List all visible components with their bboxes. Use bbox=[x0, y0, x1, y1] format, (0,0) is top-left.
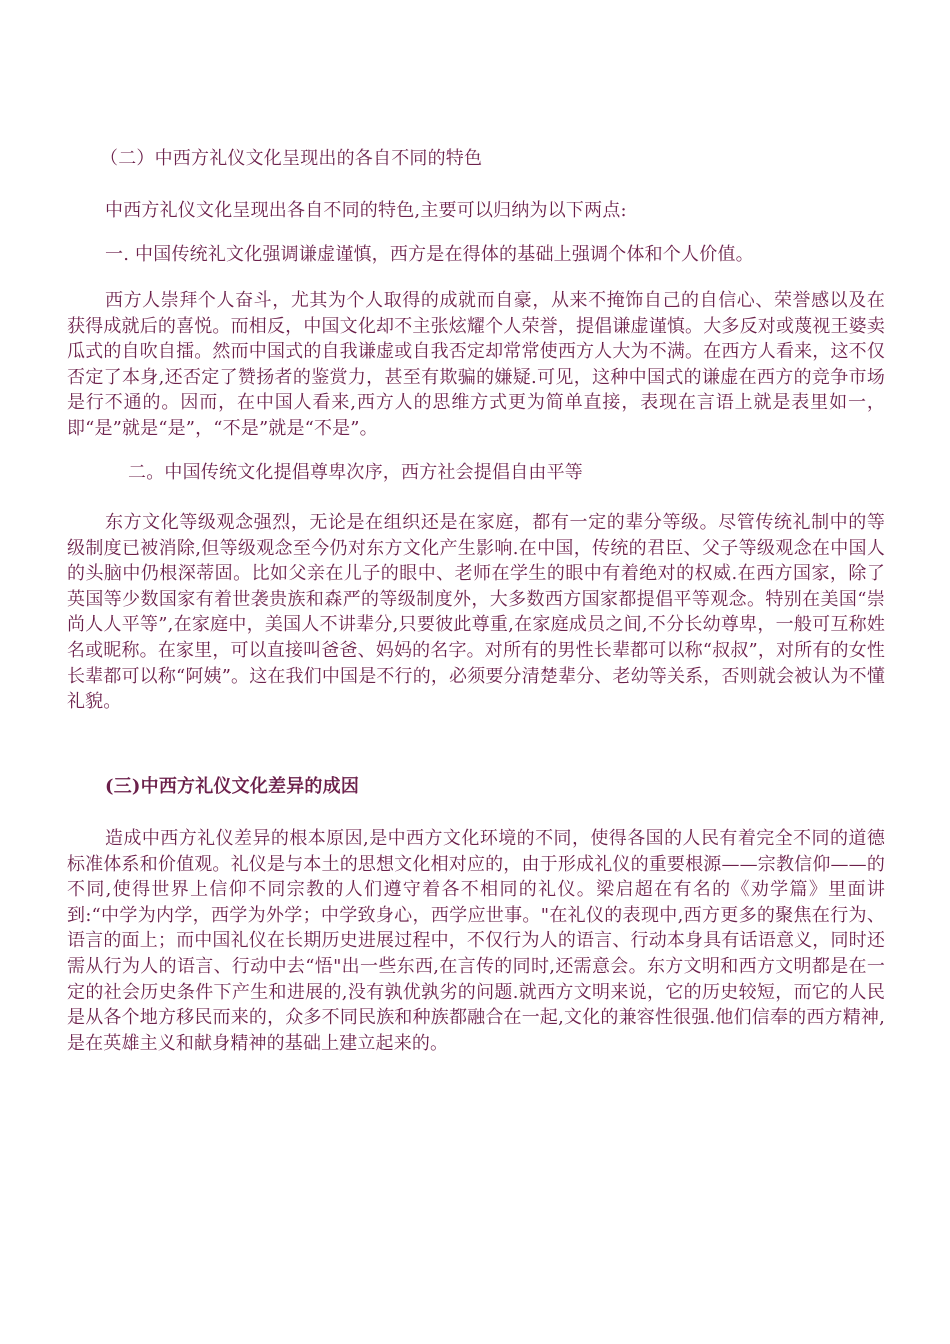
section3-heading: (三)中西方礼仪文化差异的成因 bbox=[105, 776, 360, 797]
section3-paragraph: 造成中西方礼仪差异的根本原因,是中西方文化环境的不同，使得各国的人民有着完全不同的道德标准体系和价值观。礼仪是与本土的思想文化相对应的，由于形成礼仪的重要根源——宗教信仰——的不同,使得世界上信仰不同宗教的人们遵守着各不相同的礼仪。梁启超在有名的《劝学篇》里面讲到:“中学为内学，西学为外学；中学致身心，西学应世事。"在礼仪的表现中,西方更多的聚焦在行为、语言的面上；而中国礼仪在长期历史进展过程中，不仅行为人的语言、行动本身具有话语意义，同时还需从行为人的语言、行动中去“悟"出一些东西,在言传的同时,还需意会。东方文明和西方文明都是在一定的社会历史条件下产生和进展的,没有孰优孰劣的问题.就西方文明来说，它的历史较短，而它的人民是从各个地方移民而来的，众多不同民族和种族都融合在一起,文化的兼容性很强.他们信奉的西方精神,是在英雄主义和献身精神的基础上建立起来的。 bbox=[67, 828, 885, 1054]
point2-title: 二。中国传统文化提倡尊卑次序，西方社会提倡自由平等 bbox=[128, 462, 583, 483]
point1-paragraph: 西方人崇拜个人奋斗，尤其为个人取得的成就而自豪，从来不掩饰自己的自信心、荣誉感以及在获得成就后的喜悦。而相反，中国文化却不主张炫耀个人荣誉，提倡谦虚谨慎。大多反对或蔑视王婆卖瓜式的自吹自擂。然而中国式的自我谦虚或自我否定却常常使西方人大为不满。在西方人看来，这不仅否定了本身,还否定了赞扬者的鉴赏力，甚至有欺骗的嫌疑.可见，这种中国式的谦虚在西方的竞争市场是行不通的。因而，在中国人看来,西方人的思维方式更为简单直接，表现在言语上就是表里如一，即“是”就是“是”，“不是”就是“不是”。 bbox=[67, 290, 885, 439]
section2-heading: （二）中西方礼仪文化呈现出的各自不同的特色 bbox=[100, 148, 483, 169]
point2-paragraph: 东方文化等级观念强烈，无论是在组织还是在家庭，都有一定的辈分等级。尽管传统礼制中的等级制度已被消除,但等级观念至今仍对东方文化产生影响.在中国，传统的君臣、父子等级观念在中国人的头脑中仍根深蒂固。比如父亲在儿子的眼中、老师在学生的眼中有着绝对的权威.在西方国家，除了英国等少数国家有着世袭贵族和森严的等级制度外，大多数西方国家都提倡平等观念。特别在美国“崇尚人人平等”,在家庭中，美国人不讲辈分,只要彼此尊重,在家庭成员之间,不分长幼尊卑，一般可互称姓名或昵称。在家里，可以直接叫爸爸、妈妈的名字。对所有的男性长辈都可以称“叔叔”，对所有的女性长辈都可以称“阿姨”。这在我们中国是不行的，必须要分清楚辈分、老幼等关系，否则就会被认为不懂礼貌。 bbox=[67, 512, 885, 713]
point1-title: 一. 中国传统礼文化强调谦虚谨慎，西方是在得体的基础上强调个体和个人价值。 bbox=[105, 244, 754, 265]
section2-intro: 中西方礼仪文化呈现出各自不同的特色,主要可以归纳为以下两点: bbox=[105, 200, 627, 221]
